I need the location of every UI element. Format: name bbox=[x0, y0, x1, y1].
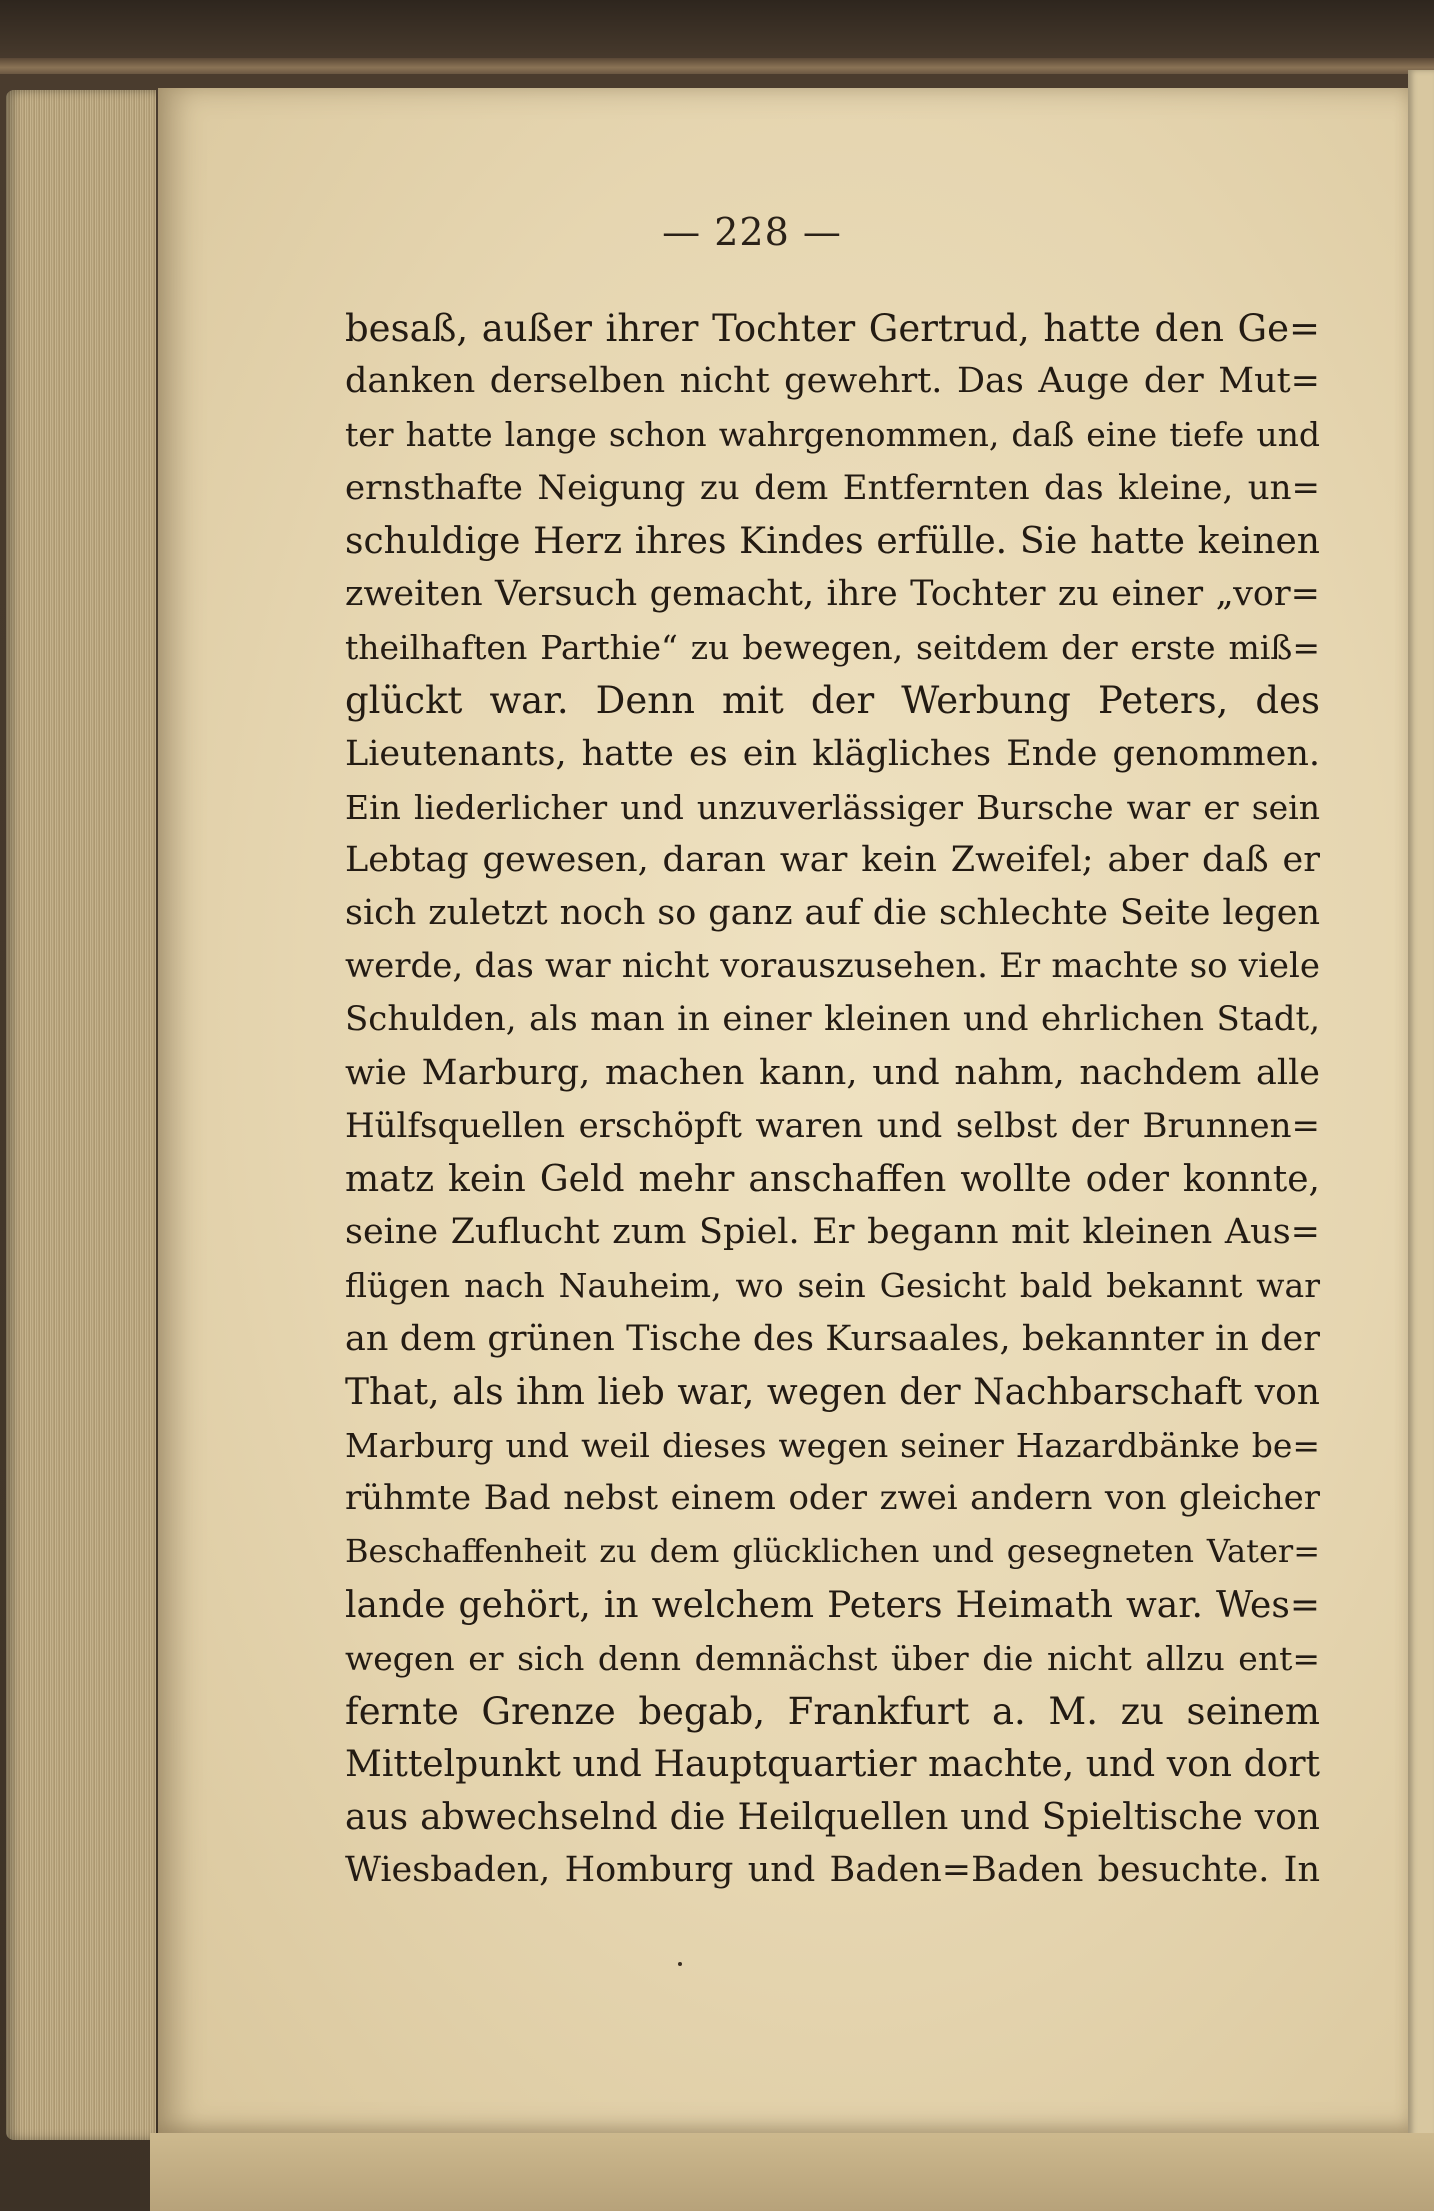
text-line: schuldige Herz ihres Kindes erfülle. Sie hatte keinen bbox=[345, 520, 1320, 562]
text-line: besaß, außer ihrer Tochter Gertrud, hatte den Ge= bbox=[345, 307, 1320, 350]
text-line: That, als ihm lieb war, wegen der Nachbarschaft von bbox=[345, 1371, 1320, 1413]
text-line: fernte Grenze begab, Frankfurt a. M. zu seinem bbox=[345, 1689, 1320, 1733]
text-line: glückt war. Denn mit der Werbung Peters, des bbox=[345, 679, 1320, 723]
text-line: lande gehört, in welchem Peters Heimath war. Wes= bbox=[345, 1584, 1320, 1626]
text-line: Hülfsquellen erschöpft waren und selbst der Brunnen= bbox=[345, 1105, 1320, 1146]
cover-edge bbox=[0, 58, 1434, 74]
page-stack-edges bbox=[6, 90, 156, 2140]
text-line: wegen er sich denn demnächst über die nicht allzu ent= bbox=[345, 1638, 1320, 1678]
text-line: werde, das war nicht vorauszusehen. Er machte so viele bbox=[345, 946, 1320, 987]
text-line: flügen nach Nauheim, wo sein Gesicht bald bekannt war bbox=[345, 1266, 1320, 1306]
facing-page-edge bbox=[1408, 70, 1434, 2150]
text-line: an dem grünen Tische des Kursaales, bekannter in der bbox=[345, 1318, 1320, 1359]
text-line: Wiesbaden, Homburg und Baden=Baden besuchte. In bbox=[345, 1850, 1320, 1891]
page-number: — 228 — bbox=[662, 210, 842, 254]
text-line: sich zuletzt noch so ganz auf die schlechte Seite legen bbox=[345, 893, 1320, 934]
text-line: Lieutenants, hatte es ein klägliches Ende genommen. bbox=[345, 733, 1320, 774]
text-line: danken derselben nicht gewehrt. Das Auge der Mut= bbox=[345, 361, 1320, 402]
text-line: zweiten Versuch gemacht, ihre Tochter zu einer „vor= bbox=[345, 573, 1320, 614]
text-line: Ein liederlicher und unzuverlässiger Bursche war er sein bbox=[345, 787, 1320, 827]
text-line: Beschaffenheit zu dem glücklichen und gesegneten Vater= bbox=[345, 1532, 1320, 1571]
text-line: Schulden, als man in einer kleinen und ehrlichen Stadt, bbox=[345, 999, 1320, 1040]
text-line: matz kein Geld mehr anschaffen wollte oder konnte, bbox=[345, 1159, 1320, 1200]
text-line: seine Zuflucht zum Spiel. Er begann mit kleinen Aus= bbox=[345, 1212, 1320, 1253]
text-line: ter hatte lange schon wahrgenommen, daß eine tiefe und bbox=[345, 415, 1320, 455]
text-line: aus abwechselnd die Heilquellen und Spieltische von bbox=[345, 1797, 1320, 1839]
text-line: Lebtag gewesen, daran war kein Zweifel; aber daß er bbox=[345, 839, 1320, 880]
text-line: rühmte Bad nebst einem oder zwei andern von gleicher bbox=[345, 1478, 1320, 1519]
text-line: Mittelpunkt und Hauptquartier machte, und von dort bbox=[345, 1744, 1320, 1786]
bottom-page-edge bbox=[150, 2133, 1434, 2211]
text-line: ernsthafte Neigung zu dem Entfernten das kleine, un= bbox=[345, 467, 1320, 508]
text-line: theilhaften Parthie“ zu bewegen, seitdem der erste miß= bbox=[345, 628, 1320, 668]
text-line: wie Marburg, machen kann, und nahm, nachdem alle bbox=[345, 1052, 1320, 1093]
text-line: Marburg und weil dieses wegen seiner Hazardbänke be= bbox=[345, 1425, 1320, 1465]
ink-speck bbox=[678, 1962, 682, 1966]
body-text bbox=[345, 302, 1320, 1898]
